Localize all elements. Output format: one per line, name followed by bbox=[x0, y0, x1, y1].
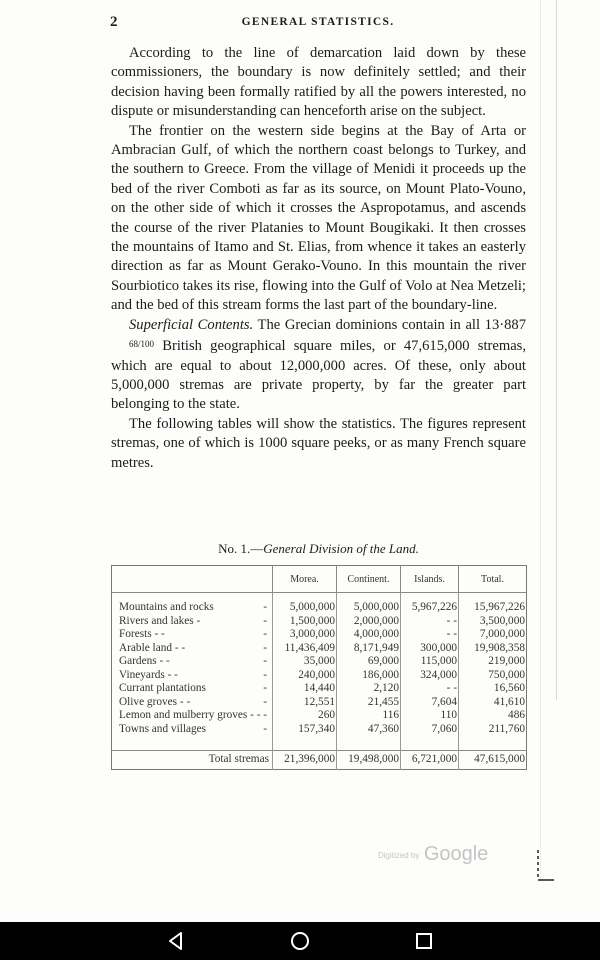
cell-total: 219,000 bbox=[459, 655, 527, 669]
paragraph: The following tables will show the statistics. The figures represent stremas, one of which is 1000 square peeks, or as many French square metres. bbox=[111, 415, 526, 471]
table-row bbox=[112, 601, 527, 615]
cell-continent: 21,455 bbox=[337, 696, 401, 710]
row-label bbox=[112, 642, 273, 656]
cell-continent: 5,000,000 bbox=[337, 601, 401, 615]
row-label bbox=[112, 723, 273, 737]
back-icon[interactable] bbox=[165, 930, 187, 952]
cell-islands: - - bbox=[401, 682, 459, 696]
cell-total: 7,000,000 bbox=[459, 628, 527, 642]
cell-total: 15,967,226 bbox=[459, 601, 527, 615]
cell-islands: - - bbox=[401, 615, 459, 629]
cell-islands: 300,000 bbox=[401, 642, 459, 656]
body-text bbox=[111, 44, 526, 473]
cell-morea: 14,440 bbox=[273, 682, 337, 696]
row-label-text: Lemon and mulberry groves - - bbox=[119, 709, 261, 721]
cell-islands: - - bbox=[401, 628, 459, 642]
leader-dash: - bbox=[263, 601, 267, 613]
page-number: 2 bbox=[110, 14, 118, 30]
table-row bbox=[112, 709, 527, 723]
total-continent: 19,498,000 bbox=[337, 751, 401, 770]
row-label bbox=[112, 615, 273, 629]
running-head: GENERAL STATISTICS. bbox=[241, 16, 395, 28]
leader-dash: - bbox=[263, 682, 267, 694]
row-label bbox=[112, 669, 273, 683]
spacer-row bbox=[112, 593, 527, 602]
paragraph-text: The Grecian dominions contain in all 13·887 bbox=[253, 316, 526, 333]
cell-morea: 12,551 bbox=[273, 696, 337, 710]
table-row bbox=[112, 696, 527, 710]
table-row bbox=[112, 669, 527, 683]
table-row bbox=[112, 655, 527, 669]
row-label bbox=[112, 601, 273, 615]
row-label bbox=[112, 709, 273, 723]
home-icon[interactable] bbox=[289, 930, 311, 952]
spacer-row bbox=[112, 736, 527, 751]
cell-islands: 7,604 bbox=[401, 696, 459, 710]
cell-total: 211,760 bbox=[459, 723, 527, 737]
column-header: Total. bbox=[459, 566, 527, 593]
row-label-text: Gardens - - bbox=[119, 655, 170, 667]
cell-continent: 8,171,949 bbox=[337, 642, 401, 656]
row-label-text: Towns and villages bbox=[119, 722, 207, 735]
cell-morea: 1,500,000 bbox=[273, 615, 337, 629]
table-body bbox=[112, 593, 527, 770]
cell-total: 16,560 bbox=[459, 682, 527, 696]
table-caption bbox=[111, 541, 526, 557]
row-label-text: Vineyards - - bbox=[119, 668, 178, 681]
android-navigation-bar bbox=[0, 922, 600, 960]
row-label-text: Forests - - bbox=[119, 628, 165, 640]
cell-continent: 186,000 bbox=[337, 669, 401, 683]
scan-artifact bbox=[536, 850, 556, 882]
total-total: 47,615,000 bbox=[459, 751, 527, 770]
total-morea: 21,396,000 bbox=[273, 751, 337, 770]
column-header bbox=[112, 566, 273, 593]
cell-morea: 5,000,000 bbox=[273, 601, 337, 615]
cell-total: 750,000 bbox=[459, 669, 527, 683]
leader-dash: - bbox=[263, 641, 267, 654]
total-row bbox=[112, 751, 527, 770]
row-label-text: Currant plantations bbox=[119, 682, 206, 694]
row-label-text: Olive groves - - bbox=[119, 695, 191, 708]
table-row bbox=[112, 628, 527, 642]
section-heading: Superficial Contents. bbox=[129, 316, 254, 333]
table-header-row bbox=[112, 566, 527, 593]
row-label bbox=[112, 655, 273, 669]
cell-total: 3,500,000 bbox=[459, 615, 527, 629]
cell-islands: 5,967,226 bbox=[401, 601, 459, 615]
cell-islands: 110 bbox=[401, 709, 459, 723]
google-watermark bbox=[378, 843, 488, 866]
cell-total: 41,610 bbox=[459, 696, 527, 710]
cell-total: 486 bbox=[459, 709, 527, 723]
table-title: General Division of the Land. bbox=[263, 541, 419, 556]
google-logo-text: Google bbox=[423, 843, 489, 865]
land-division-table-wrap bbox=[111, 565, 526, 770]
leader-dash: - bbox=[263, 628, 267, 640]
recent-apps-icon[interactable] bbox=[413, 930, 435, 952]
page-header bbox=[110, 14, 526, 34]
row-label-text: Mountains and rocks bbox=[119, 601, 214, 613]
table-row bbox=[112, 615, 527, 629]
leader-dash: - bbox=[263, 695, 267, 708]
row-label-text: Rivers and lakes - bbox=[119, 614, 201, 627]
table-row bbox=[112, 682, 527, 696]
cell-morea: 11,436,409 bbox=[273, 642, 337, 656]
cell-morea: 157,340 bbox=[273, 723, 337, 737]
cell-morea: 3,000,000 bbox=[273, 628, 337, 642]
table-number: No. 1.— bbox=[218, 541, 264, 556]
row-label bbox=[112, 628, 273, 642]
cell-morea: 240,000 bbox=[273, 669, 337, 683]
column-header: Continent. bbox=[337, 566, 401, 593]
table-row bbox=[112, 642, 527, 656]
paragraph-text: British geographical square miles, or 47,615,000 stremas, which are equal to about 12,000,000 acres. Of these, only about 5,000,000 stremas are private property, by far the greater part belonging to the state. bbox=[111, 338, 526, 413]
column-header: Morea. bbox=[273, 566, 337, 593]
cell-islands: 324,000 bbox=[401, 669, 459, 683]
total-label: Total stremas bbox=[112, 751, 273, 770]
paragraph bbox=[111, 316, 526, 415]
column-header: Islands. bbox=[401, 566, 459, 593]
leader-dash: - bbox=[263, 709, 267, 721]
cell-continent: 4,000,000 bbox=[337, 628, 401, 642]
cell-continent: 116 bbox=[337, 709, 401, 723]
cell-continent: 2,120 bbox=[337, 682, 401, 696]
leader-dash: - bbox=[263, 722, 267, 735]
leader-dash: - bbox=[263, 668, 267, 681]
cell-islands: 115,000 bbox=[401, 655, 459, 669]
total-islands: 6,721,000 bbox=[401, 751, 459, 770]
row-label bbox=[112, 682, 273, 696]
leader-dash: - bbox=[263, 655, 267, 667]
land-division-table bbox=[111, 565, 527, 770]
table-row bbox=[112, 723, 527, 737]
digitized-by-text: Digitized by bbox=[378, 851, 420, 860]
paragraph: According to the line of demarcation laid down by these commissioners, the boundary is now definitely settled; and their decision having been formally ratified by all the powers interested, no dispute or misunderstanding can henceforth arise on the subject. bbox=[111, 45, 526, 120]
row-label-text: Arable land - - bbox=[119, 641, 186, 654]
page-edge-line bbox=[556, 0, 557, 700]
cell-continent: 47,360 bbox=[337, 723, 401, 737]
fraction: 68/100 bbox=[129, 339, 155, 350]
row-label bbox=[112, 696, 273, 710]
cell-islands: 7,060 bbox=[401, 723, 459, 737]
cell-continent: 2,000,000 bbox=[337, 615, 401, 629]
leader-dash: - bbox=[263, 614, 267, 627]
cell-morea: 260 bbox=[273, 709, 337, 723]
cell-total: 19,908,358 bbox=[459, 642, 527, 656]
page-edge-line bbox=[540, 0, 541, 880]
paragraph: The frontier on the western side begins at the Bay of Arta or Ambracian Gulf, of which the northern coast belongs to Turkey, and the southern to Greece. From the village of Menidi it proceeds up the bed of the river Comboti as far as its source, on Mount Plato-Vouno, on the other side of which it crosses the Aspropotamus, and ascends the course of the river Platanies to Mount Bougikaki. It then crosses the mountains of Itamo and St. Elias, from whence it takes an easterly direction as far as Mount Gerako-Vouno. In this mountain the river Sourbiotico takes its rise, flowing into the Gulf of Volo at Nea Metzeli; and the bed of this stream forms the last part of the boundary-line. bbox=[111, 122, 526, 314]
cell-continent: 69,000 bbox=[337, 655, 401, 669]
cell-morea: 35,000 bbox=[273, 655, 337, 669]
